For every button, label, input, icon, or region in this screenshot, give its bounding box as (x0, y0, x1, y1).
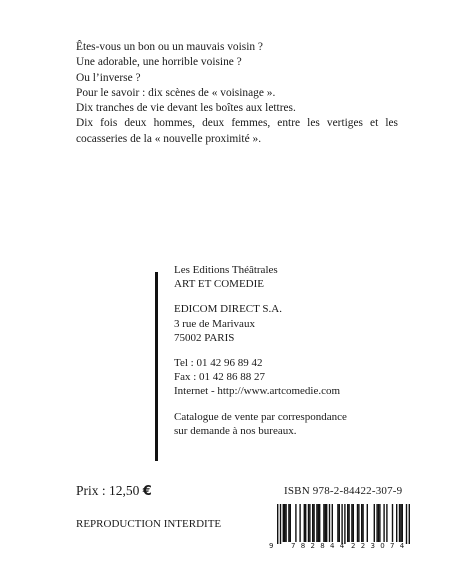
barcode-bar (361, 504, 362, 542)
barcode-bar (312, 504, 313, 542)
barcode-bar (308, 504, 309, 542)
price-label: Prix : 12,50 (76, 483, 140, 498)
barcode-bar (329, 504, 330, 542)
blurb-line: Êtes-vous un bon ou un mauvais voisin ? (76, 41, 263, 53)
isbn: ISBN 978-2-84422-307-9 (284, 485, 403, 497)
imprint-name: Les Editions Théâtrales (174, 264, 278, 276)
price (76, 483, 152, 499)
publisher-info (174, 263, 414, 438)
catalogue-note-line2: sur demande à nos bureaux. (174, 424, 297, 437)
barcode-bar (353, 504, 354, 542)
barcode-bar (313, 504, 314, 542)
barcode-bar (319, 504, 320, 542)
barcode-bar (386, 504, 387, 542)
telephone: Tel : 01 42 96 89 42 (174, 357, 263, 370)
blurb-line: Dix tranches de vie devant les boîtes aux lettres. (76, 102, 296, 115)
vertical-rule (155, 272, 158, 461)
imprint-collection: ART ET COMEDIE (174, 278, 264, 291)
barcode-bar (383, 504, 384, 542)
barcode-bar (299, 504, 300, 542)
barcode-bar (376, 504, 377, 542)
city-postcode: 75002 PARIS (174, 331, 235, 344)
street-address: 3 rue de Marivaux (174, 317, 255, 330)
barcode-bar (316, 504, 317, 542)
barcode-bar (379, 504, 380, 542)
barcode-bar (337, 504, 338, 542)
barcode-bar (344, 504, 345, 544)
barcode-bar (362, 504, 363, 542)
barcode-bar (402, 504, 403, 542)
barcode-bar (305, 504, 306, 542)
barcode-bar (351, 504, 352, 542)
barcode-bar (400, 504, 401, 542)
blurb-line: Dix fois deux hommes, deux femmes, entre les vertiges et les (76, 117, 398, 130)
barcode-bars (265, 504, 415, 544)
barcode-bar (378, 504, 379, 542)
barcode-bar (399, 504, 400, 542)
barcode-bar (283, 504, 284, 542)
barcode-bar (358, 504, 359, 542)
company-name: EDICOM DIRECT S.A. (174, 303, 282, 316)
barcode-bar (392, 504, 393, 542)
barcode-right-group: 223074 (351, 542, 410, 550)
blurb-line: Une adorable, une horrible voisine ? (76, 56, 242, 69)
barcode-bar (280, 504, 281, 544)
barcode-bar (290, 504, 291, 542)
barcode-bar (288, 504, 289, 542)
barcode-bar (406, 504, 407, 544)
barcode-bar (341, 504, 342, 544)
reproduction-notice: REPRODUCTION INTERDITE (76, 518, 222, 530)
barcode-bar (309, 504, 310, 542)
barcode-bar (304, 504, 305, 542)
blurb-line: Pour le savoir : dix scènes de « voisinage ». (76, 86, 276, 99)
blurb-line: cocasseries de la « nouvelle proximité ». (76, 132, 262, 145)
blurb-line: Ou l’inverse ? (76, 71, 141, 84)
barcode-first-digit: 9 (269, 542, 274, 550)
barcode-bar (325, 504, 326, 542)
barcode-bar (409, 504, 410, 544)
barcode-bar (323, 504, 324, 542)
barcode-bar (357, 504, 358, 542)
barcode-bar (339, 504, 340, 542)
barcode-left-group: 782844 (291, 542, 350, 550)
euro-symbol: € (142, 484, 152, 499)
barcode-bar (295, 504, 296, 542)
barcode-bar (277, 504, 278, 544)
barcode-bar (396, 504, 397, 542)
fax: Fax : 01 42 86 88 27 (174, 371, 266, 384)
barcode-bar (284, 504, 285, 542)
website: Internet - http://www.artcomedie.com (174, 385, 341, 398)
barcode-bar (318, 504, 319, 542)
barcode-bar (326, 504, 327, 542)
barcode-bar (367, 504, 368, 542)
barcode-bar (374, 504, 375, 542)
back-cover-blurb (76, 40, 398, 147)
barcode-bar (347, 504, 348, 542)
barcode-digits (265, 542, 415, 554)
barcode-bar (285, 504, 286, 542)
barcode-bar (348, 504, 349, 542)
catalogue-note-line1: Catalogue de vente par correspondance (174, 410, 347, 423)
barcode-bar (332, 504, 333, 542)
